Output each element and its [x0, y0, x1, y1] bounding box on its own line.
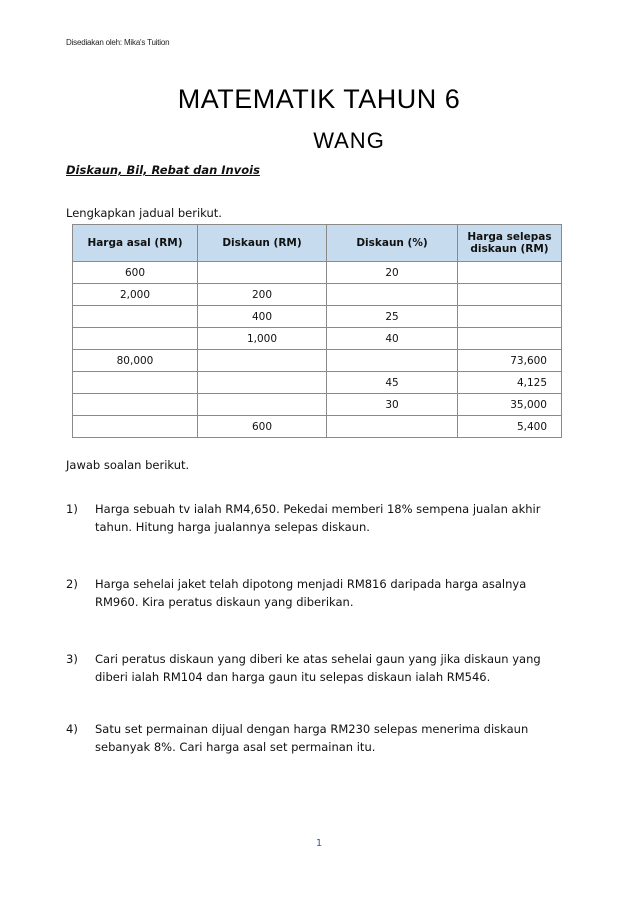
table-cell	[73, 394, 198, 416]
table-cell	[198, 372, 327, 394]
table-cell	[327, 284, 458, 306]
table-cell	[458, 328, 562, 350]
question-text: Satu set permainan dijual dengan harga RM230 selepas menerima diskaun sebanyak 8%. Cari harga asal set permainan itu.	[95, 722, 529, 754]
table-cell: 80,000	[73, 350, 198, 372]
page-number: 1	[315, 838, 323, 849]
table-row	[73, 262, 562, 284]
table-cell: 200	[198, 284, 327, 306]
page-subtitle: WANG	[313, 128, 385, 153]
table-cell: 40	[327, 328, 458, 350]
table-cell: 400	[198, 306, 327, 328]
table-cell: 5,400	[458, 416, 562, 438]
question-number: 4)	[66, 722, 78, 736]
table-cell: 20	[327, 262, 458, 284]
question-text: Harga sebuah tv ialah RM4,650. Pekedai memberi 18% sempena jualan akhir tahun. Hitung harga jualannya selepas diskaun.	[95, 502, 541, 534]
table-row	[73, 306, 562, 328]
question-4	[66, 720, 556, 756]
table-cell	[458, 262, 562, 284]
table-instruction: Lengkapkan jadual berikut.	[66, 206, 222, 220]
table-cell	[327, 416, 458, 438]
header-note: Disediakan oleh: Mika's Tuition	[66, 38, 170, 47]
question-2	[66, 575, 556, 611]
header-price-after-discount: Harga selepas diskaun (RM)	[458, 225, 562, 262]
table-cell	[458, 284, 562, 306]
table-cell	[73, 372, 198, 394]
table-cell: 30	[327, 394, 458, 416]
table-cell	[327, 350, 458, 372]
table-cell: 2,000	[73, 284, 198, 306]
table-row	[73, 416, 562, 438]
answer-instruction: Jawab soalan berikut.	[66, 458, 190, 472]
table-cell	[198, 262, 327, 284]
table-cell: 45	[327, 372, 458, 394]
question-1	[66, 500, 556, 536]
table-cell: 600	[73, 262, 198, 284]
table-cell: 25	[327, 306, 458, 328]
question-number: 3)	[66, 652, 78, 666]
table-cell	[73, 306, 198, 328]
table-cell: 4,125	[458, 372, 562, 394]
table-cell	[73, 416, 198, 438]
header-discount-rm: Diskaun (RM)	[198, 225, 327, 262]
table-header-row	[73, 225, 562, 262]
table-cell: 1,000	[198, 328, 327, 350]
table-row	[73, 372, 562, 394]
section-title: Diskaun, Bil, Rebat dan Invois	[66, 163, 260, 177]
question-number: 2)	[66, 577, 78, 591]
page-title: MATEMATIK TAHUN 6	[177, 84, 461, 114]
discount-table	[72, 224, 562, 438]
header-original-price: Harga asal (RM)	[73, 225, 198, 262]
table-cell	[73, 328, 198, 350]
table-row	[73, 394, 562, 416]
question-text: Cari peratus diskaun yang diberi ke atas sehelai gaun yang jika diskaun yang diberi ialah RM104 dan harga gaun itu selepas diskaun ialah RM546.	[95, 652, 541, 684]
table-row	[73, 350, 562, 372]
table-cell: 73,600	[458, 350, 562, 372]
question-number: 1)	[66, 502, 78, 516]
table-cell	[198, 350, 327, 372]
question-3	[66, 650, 556, 686]
question-text: Harga sehelai jaket telah dipotong menjadi RM816 daripada harga asalnya RM960. Kira peratus diskaun yang diberikan.	[95, 577, 527, 609]
table-cell	[198, 394, 327, 416]
table-cell: 600	[198, 416, 327, 438]
table-row	[73, 328, 562, 350]
table-row	[73, 284, 562, 306]
table-cell: 35,000	[458, 394, 562, 416]
header-discount-percent: Diskaun (%)	[327, 225, 458, 262]
table-cell	[458, 306, 562, 328]
